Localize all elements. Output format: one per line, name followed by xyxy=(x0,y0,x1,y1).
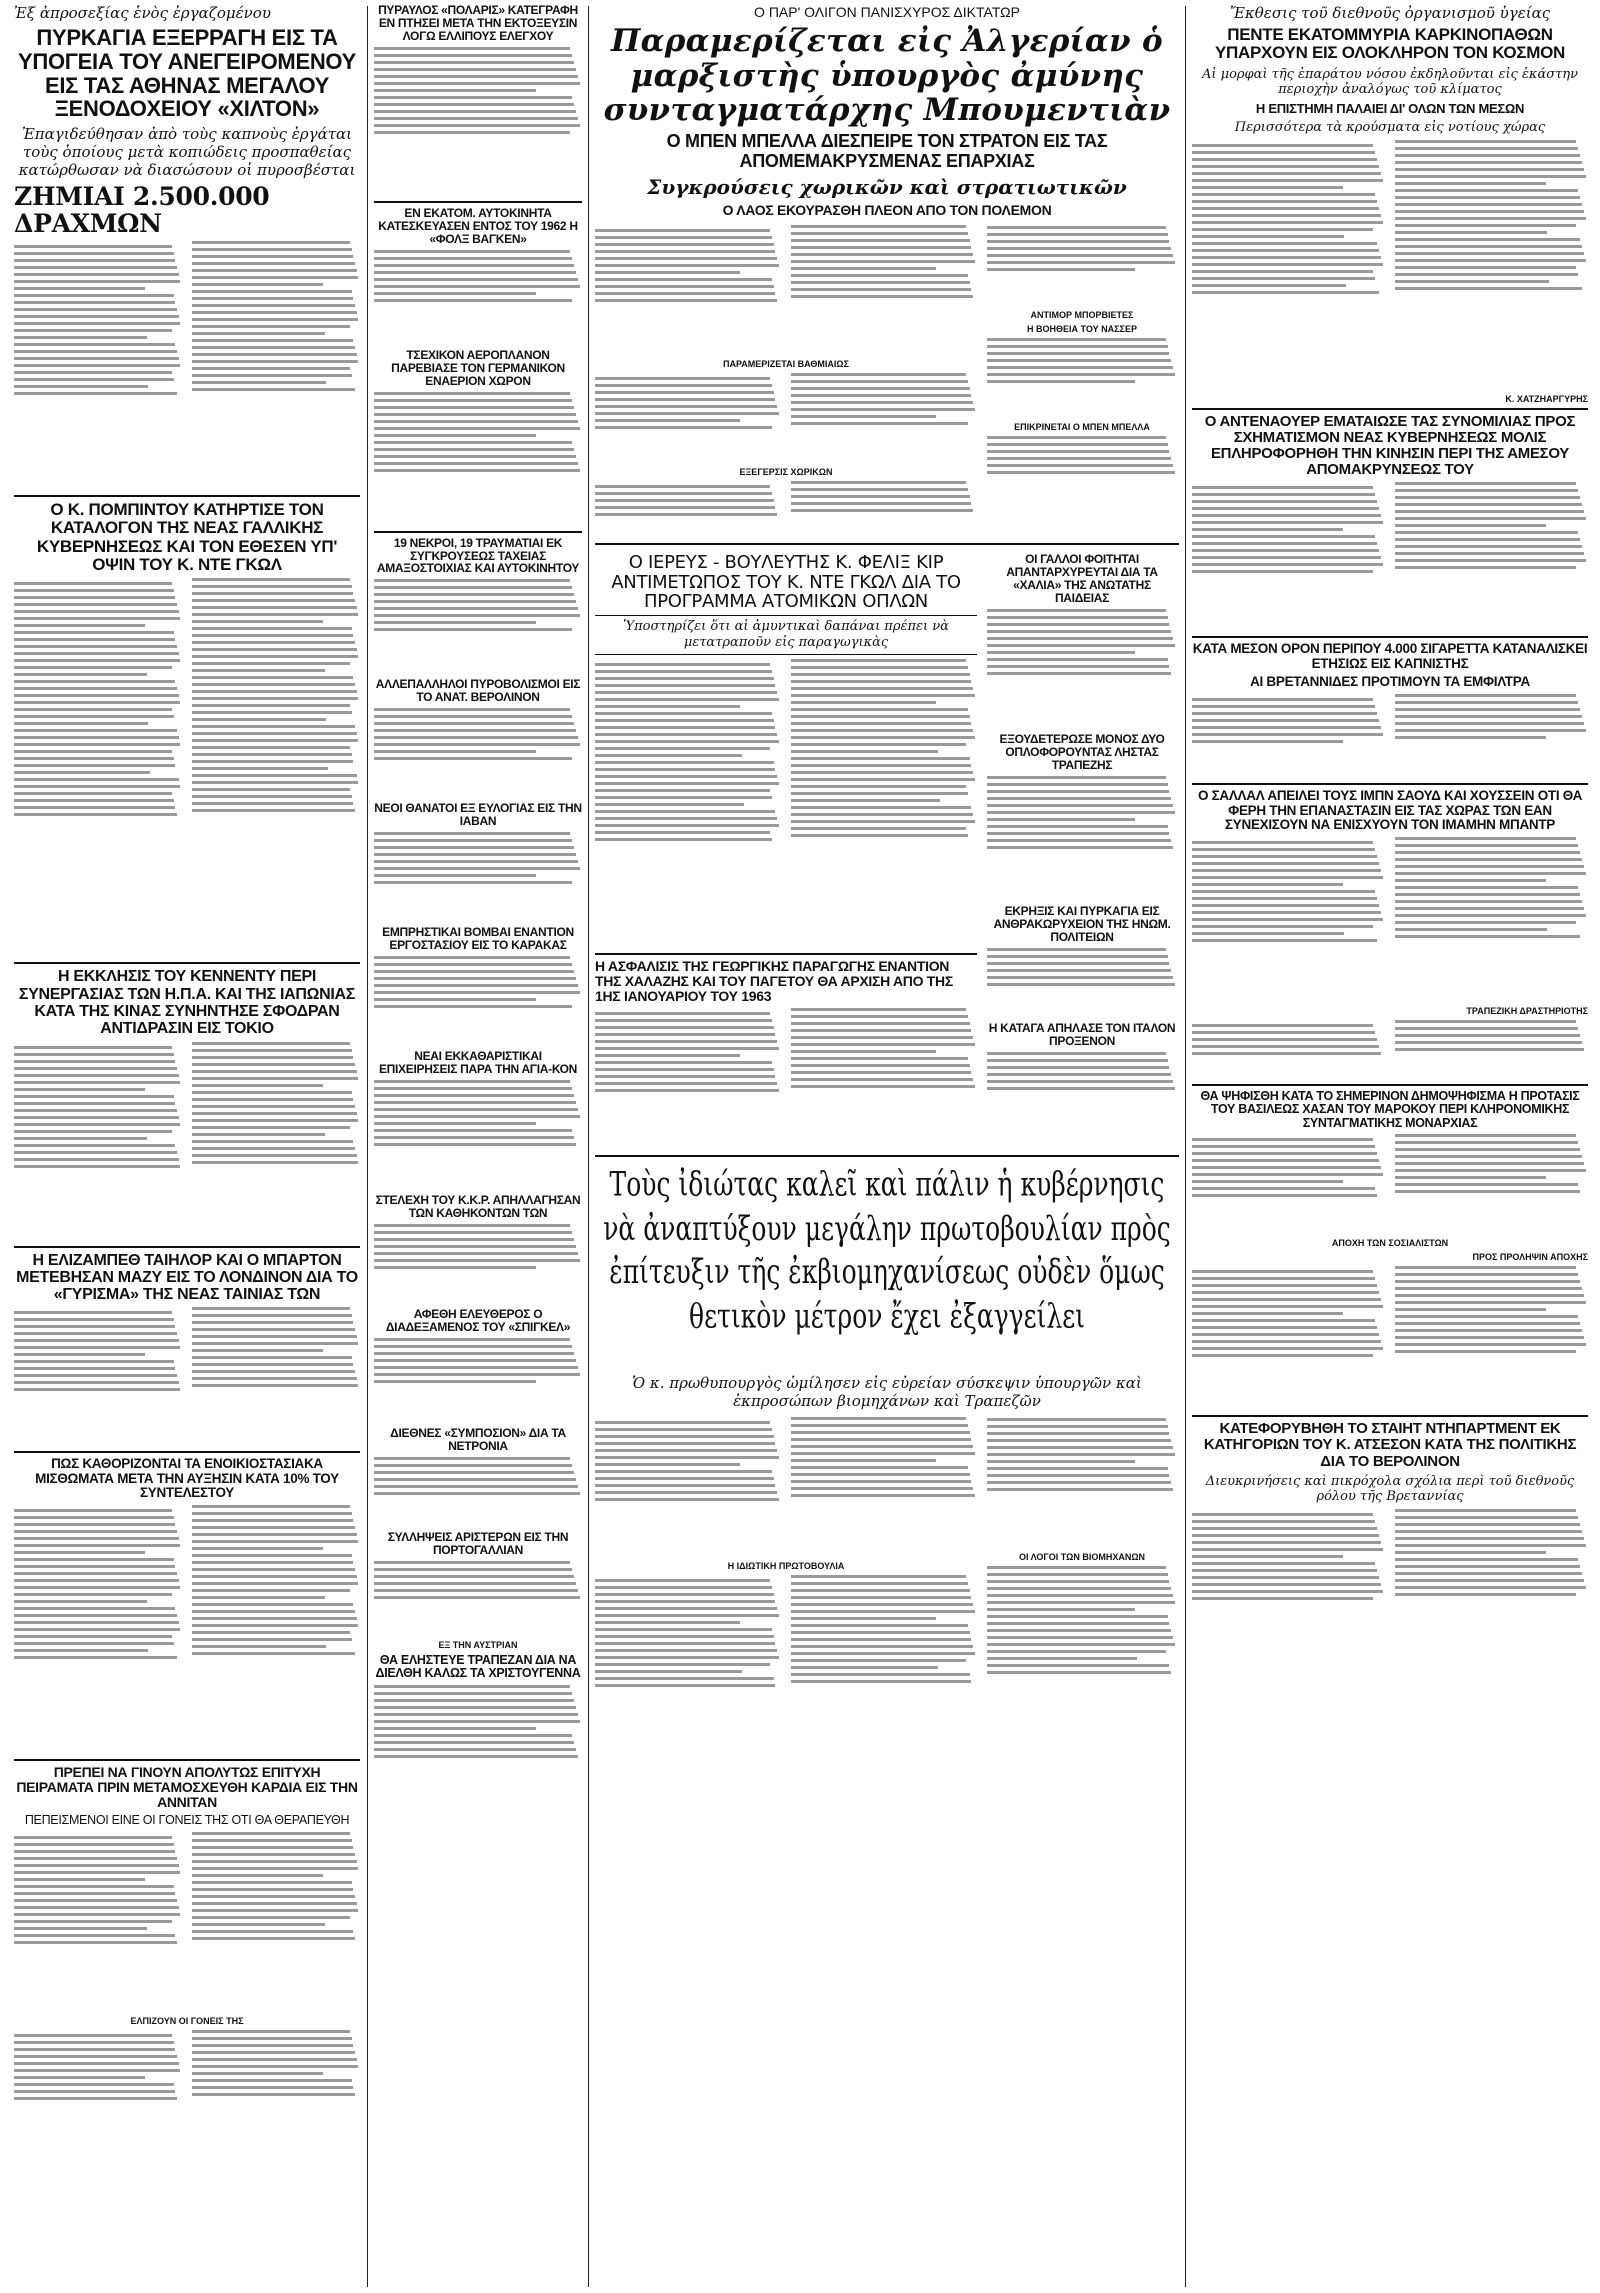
kkp-article-body xyxy=(374,1224,582,1304)
hilton-article-body xyxy=(14,241,360,491)
bank-robbers-article-body xyxy=(987,776,1177,901)
heart-subheadline: ΠΕΠΕΙΣΜΕΝΟΙ ΕΙΝΕ ΟΙ ΓΟΝΕΙΣ ΤΗΣ ΟΤΙ ΘΑ ΘΕΡΑΠΕΥΘΗ xyxy=(24,1813,350,1828)
lead-kicker: Ο ΠΑΡ' ΟΛΙΓΟΝ ΠΑΝΙΣΧΥΡΟΣ ΔΙΚΤΑΤΩΡ xyxy=(754,4,1020,20)
cancer-headline: ΠΕΝΤΕ ΕΚΑΤΟΜΜΥΡΙΑ ΚΑΡΚΙΝΟΠΑΘΩΝ ΥΠΑΡΧΟΥΝ ΕΙΣ ΟΛΟΚΛΗΡΟΝ ΤΟΝ ΚΟΣΜΟΝ xyxy=(1215,25,1565,63)
morocco-article-body-2 xyxy=(1192,1266,1588,1411)
cancer-kicker: Ἔκθεσις τοῦ διεθνοῦς ὀργανισμοῦ ὑγείας xyxy=(1229,4,1551,22)
berlin-headline: ΑΛΛΕΠΑΛΛΗΛΟΙ ΠΥΡΟΒΟΛΙΣΜΟΙ ΕΙΣ ΤΟ ΑΝΑΤ. ΒΕΡΟΛΙΝΟΝ xyxy=(375,677,581,705)
kir-headline: Ο ΙΕΡΕΥΣ - ΒΟΥΛΕΥΤΗΣ Κ. ΦΕΛΙΞ ΚΙΡ ΑΝΤΙΜΕΤΩΠΟΣ ΤΟΥ Κ. ΝΤΕ ΓΚΩΛ ΔΙΑ ΤΟ ΠΡΟΓΡΑΜΜΑ ΑΤΟΜΙΚΩΝ ΟΠΛΩΝ xyxy=(611,552,961,613)
purge-article-body xyxy=(374,1080,582,1190)
industry-subheadline: Ὁ κ. πρωθυπουργὸς ὡμίλησεν εἰς εὐρείαν σύσκεψιν ὑπουργῶν καὶ ἐκπροσώπων βιομηχάνων καὶ Τραπεζῶν xyxy=(632,1373,1142,1410)
column-rule-3 xyxy=(1185,6,1186,2287)
lead-right-body xyxy=(987,226,1177,306)
industry-headline: Τοὺς ἰδιώτας καλεῖ καὶ πάλιν ἡ κυβέρνησις νὰ ἀναπτύξουν μεγάλην πρωτοβουλίαν πρὸς ἐπίτευξιν τῆς ἐκβιομηχανίσεως οὐδὲν ὅμως θετικὸν μέτρον ἔχει ἐξαγγείλει xyxy=(603,1164,1171,1336)
peasants-stub: ΕΞΕΓΕΡΣΙΣ ΧΩΡΙΚΩΝ xyxy=(739,467,833,478)
initiative-stub: Η ΙΔΙΩΤΙΚΗ ΠΡΩΤΟΒΟΥΛΙΑ xyxy=(727,1560,845,1571)
cancer-subheadline: Αἱ μορφαὶ τῆς ἐπαράτου νόσου ἐκδηλοῦνται εἰς ἑκάστην περιοχὴν ἀναλόγως τοῦ κλίματος xyxy=(1202,66,1578,98)
pompidou-article-body xyxy=(14,578,360,958)
cigarette-subheadline: ΑΙ ΒΡΕΤΑΝΝΙΔΕΣ ΠΡΟΤΙΜΟΥΝ ΤΑ ΕΜΦΙΛΤΡΑ xyxy=(1250,674,1530,690)
smallpox-article-body xyxy=(374,832,582,922)
portugal-headline: ΣΥΛΛΗΨΕΙΣ ΑΡΙΣΤΕΡΩΝ ΕΙΣ ΤΗΝ ΠΟΡΤΟΓΑΛΛΙΑΝ xyxy=(387,1529,569,1557)
beetle-headline: ΕΝ ΕΚΑΤΟΜ. ΑΥΤΟΚΙΝΗΤΑ ΚΑΤΕΣΚΕΥΑΣΕΝ ΕΝΤΟΣ ΤΟΥ 1962 Η «ΦΟΛΞ ΒΑΓΚΕΝ» xyxy=(378,205,578,246)
hilton-kicker: Ἐξ ἀπροσεξίας ἑνὸς ἐργαζομένου xyxy=(14,4,271,22)
coal-mine-headline: ΕΚΡΗΞΙΣ ΚΑΙ ΠΥΡΚΑΓΙΑ ΕΙΣ ΑΝΘΡΑΚΩΡΥΧΕΙΟΝ ΤΗΣ ΗΝΩΜ. ΠΟΛΙΤΕΙΩΝ xyxy=(993,903,1171,944)
ranks-stub: ΠΑΡΑΜΕΡΙΖΕΤΑΙ ΒΑΘΜΙΑΙΩΣ xyxy=(722,359,850,370)
czech-plane-headline: ΤΣΕΧΙΚΟΝ ΑΕΡΟΠΛΑΝΟΝ ΠΑΡΕΒΙΑΣΕ ΤΟΝ ΓΕΡΜΑΝΙΚΟΝ ΕΝΑΕΡΙΟΝ ΧΩΡΟΝ xyxy=(391,347,565,388)
heart-article-body xyxy=(14,1832,360,2012)
hilton-headline: ΠΥΡΚΑΓΙΑ ΕΞΕΡΡΑΓΗ ΕΙΣ ΤΑ ΥΠΟΓΕΙΑ ΤΟΥ ΑΝΕΓΕΙΡΟΜΕΝΟΥ ΕΙΣ ΤΑΣ ΑΘΗΝΑΣ ΜΕΓΑΛΟΥ ΞΕΝΟΔΟΧΕΙΟΥ «ΧΙΛΤΟΝ» xyxy=(17,25,356,122)
polaris-article-body xyxy=(374,47,582,197)
benbella-stub: ΕΠΙΚΡΙΝΕΤΑΙ Ο ΜΠΕΝ ΜΠΕΛΛΑ xyxy=(1014,422,1150,433)
portugal-article-body xyxy=(374,1561,582,1636)
rent-article-body xyxy=(14,1505,360,1755)
lead-subheadline-army: Ο ΜΠΕΝ ΜΠΕΛΛΑ ΔΙΕΣΠΕΙΡΕ ΤΟΝ ΣΤΡΑΤΟΝ ΕΙΣ ΤΑΣ ΑΠΟΜΕΜΑΚΡΥΣΜΕΝΑΣ ΕΠΑΡΧΙΑΣ xyxy=(666,131,1108,171)
adenauer-headline: Ο ΑΝΤΕΝΑΟΥΕΡ ΕΜΑΤΑΙΩΣΕ ΤΑΣ ΣΥΝΟΜΙΛΙΑΣ ΠΡΟΣ ΣΧΗΜΑΤΙΣΜΟΝ ΝΕΑΣ ΚΥΒΕΡΝΗΣΕΩΣ ΜΟΛΙΣ ΕΠΛΗΡΟΦΟΡΗΘΗ ΤΗΝ ΚΙΝΗΣΙΝ ΠΕΡΙ ΤΗΣ ΑΜΕΣΟΥ ΑΠΟΜΑΚΡΥΝΣΕΩΣ ΤΟΥ xyxy=(1204,412,1576,479)
ranks-article-body xyxy=(595,373,977,463)
crash-article-body xyxy=(374,579,582,674)
kennedy-article-body xyxy=(14,1042,360,1242)
kir-subheadline: Ὑποστηρίζει ὅτι αἱ ἀμυντικαὶ δαπάναι πρέπει νὰ μετατραποῦν εἰς παραγωγικὰς xyxy=(595,615,977,654)
beetle-article-body xyxy=(374,250,582,345)
cigarette-article-body xyxy=(1192,694,1588,779)
czech-plane-article-body xyxy=(374,392,582,527)
students-headline: ΟΙ ΓΑΛΛΟΙ ΦΟΙΤΗΤΑΙ ΑΠΑΝΤΑΡΧΥΡΕΥΤΑΙ ΔΙΑ ΤΑ «ΧΑΛΙΑ» ΤΗΣ ΑΝΩΤΑΤΗΣ ΠΑΙΔΕΙΑΣ xyxy=(1006,552,1158,605)
lead-subheadline-clashes: Συγκρούσεις χωρικῶν καὶ στρατιωτικῶν xyxy=(647,175,1127,200)
austria-article-body xyxy=(374,1685,582,1815)
socialists-stub: ΑΠΟΧΗ ΤΩΝ ΣΟΣΙΑΛΙΣΤΩΝ xyxy=(1331,1238,1449,1249)
kir-article-body xyxy=(595,659,977,949)
spiegel-headline: ΑΦΕΘΗ ΕΛΕΥΘΕΡΟΣ Ο ΔΙΑΔΕΞΑΜΕΝΟΣ ΤΟΥ «ΣΠΙΓΚΕΛ» xyxy=(385,1306,571,1334)
cancer-subheadline-south: Περισσότερα τὰ κρούσματα εἰς νοτίους χώρας xyxy=(1234,119,1546,135)
sallal-headline: Ο ΣΑΛΛΑΛ ΑΠΕΙΛΕΙ ΤΟΥΣ ΙΜΠΝ ΣΑΟΥΔ ΚΑΙ ΧΟΥΣΣΕΙΝ ΟΤΙ ΘΑ ΦΕΡΗ ΤΗΝ ΕΠΑΝΑΣΤΑΣΙΝ ΕΙΣ ΤΑΣ ΧΩΡΑΣ ΤΩΝ ΕΑΝ ΣΥΝΕΧΙΣΟΥΝ ΝΑ ΕΝΙΣΧΥΟΥΝ ΤΟΝ ΙΜΑΜΗΝ ΜΠΑΝΤΡ xyxy=(1197,788,1583,833)
hilton-subheadline: Ἐπαγιδεύθησαν ἀπὸ τοὺς καπνοὺς ἐργάται τοὺς ὁποίους μετὰ κοπιώδεις προσπαθείας κατώρθωσαν νὰ διασώσουν οἱ πυροσβέσται xyxy=(18,125,356,179)
heart-headline: ΠΡΕΠΕΙ ΝΑ ΓΙΝΟΥΝ ΑΠΟΛΥΤΩΣ ΕΠΙΤΥΧΗ ΠΕΙΡΑΜΑΤΑ ΠΡΙΝ ΜΕΤΑΜΟΣΧΕΥΘΗ ΚΑΡΔΙΑ ΕΙΣ ΤΗΝ ΑΝΝΙΤΑΝ xyxy=(16,1764,358,1811)
polaris-headline: ΠΥΡΑΥΛΟΣ «ΠΟΛΑΡΙΣ» ΚΑΤΕΓΡΑΦΗ ΕΝ ΠΤΗΣΕΙ ΜΕΤΑ ΤΗΝ ΕΚΤΟΞΕΥΣΙΝ ΛΟΓΩ ΕΛΛΙΠΟΥΣ ΕΛΕΓΧΟΥ xyxy=(378,3,578,43)
column-rule-2 xyxy=(588,6,589,2287)
adenauer-article-body xyxy=(1192,482,1588,632)
hilton-damage: ΖΗΜΙΑΙ 2.500.000 ΔΡΑΧΜΩΝ xyxy=(14,182,270,238)
bombs-headline: ΕΜΠΡΗΣΤΙΚΑΙ ΒΟΜΒΑΙ ΕΝΑΝΤΙΟΝ ΕΡΓΟΣΤΑΣΙΟΥ ΕΙΣ ΤΟ ΚΑΡΑΚΑΣ xyxy=(382,925,574,953)
acheson-headline: ΚΑΤΕΦΟΡΥΒΗΘΗ ΤΟ ΣΤΑΙΗΤ ΝΤΗΠΑΡΤΜΕΝΤ ΕΚ ΚΑΤΗΓΟΡΙΩΝ ΤΟΥ Κ. ΑΤΣΕΣΟΝ ΚΑΤΑ ΤΗΣ ΠΟΛΙΤΙΚΗΣ ΔΙΑ ΤΟ ΒΕΡΟΛΙΝΟΝ xyxy=(1203,1420,1577,1470)
smallpox-headline: ΝΕΟΙ ΘΑΝΑΤΟΙ ΕΞ ΕΥΛΟΓΙΑΣ ΕΙΣ ΤΗΝ ΙΑΒΑΝ xyxy=(374,801,582,829)
kennedy-headline: Η ΕΚΚΛΗΣΙΣ ΤΟΥ ΚΕΝΝΕΝΤΥ ΠΕΡΙ ΣΥΝΕΡΓΑΣΙΑΣ ΤΩΝ Η.Π.Α. ΚΑΙ ΤΗΣ ΙΑΠΩΝΙΑΣ ΚΑΤΑ ΤΗΣ ΚΙΝΑΣ ΣΥΝΗΝΤΗΣΕ ΣΦΟΔΡΑΝ ΑΝΤΙΔΡΑΣΙΝ ΕΙΣ ΤΟΚΙΟ xyxy=(18,968,356,1038)
rent-headline: ΠΩΣ ΚΑΘΟΡΙΖΟΝΤΑΙ ΤΑ ΕΝΟΙΚΙΟΣΤΑΣΙΑΚΑ ΜΙΣΘΩΜΑΤΑ ΜΕΤΑ ΤΗΝ ΑΥΞΗΣΙΝ ΚΑΤΑ 10% ΤΟΥ ΣΥΝΤΕΛΕΣΤΟΥ xyxy=(35,1456,339,1501)
column-2 xyxy=(374,0,582,2293)
italian-consul-article-body xyxy=(987,1052,1177,1122)
abstention-stub: ΠΡΟΣ ΠΡΟΛΗΨΙΝ ΑΠΟΧΗΣ xyxy=(1472,1252,1588,1263)
purge-headline: ΝΕΑΙ ΕΚΚΑΘΑΡΙΣΤΙΚΑΙ ΕΠΙΧΕΙΡΗΣΕΙΣ ΠΑΡΑ ΤΗΝ ΑΓΙΑ-ΚΟΝ xyxy=(378,1049,578,1077)
sallal-article-body xyxy=(1192,837,1588,1002)
cancer-subheadline-science: Η ΕΠΙΣΤΗΜΗ ΠΑΛΑΙΕΙ ΔΙ' ΟΛΩΝ ΤΩΝ ΜΕΣΩΝ xyxy=(1255,100,1525,116)
students-article-body xyxy=(987,609,1177,729)
initiative-article-body xyxy=(595,1575,977,1755)
bank-robbers-headline: ΕΞΟΥΔΕΤΕΡΩΣΕ ΜΟΝΟΣ ΔΥΟ ΟΠΛΟΦΟΡΟΥΝΤΑΣ ΛΗΣΤΑΣ ΤΡΑΠΕΖΗΣ xyxy=(999,731,1165,772)
cigarette-headline: ΚΑΤΑ ΜΕΣΟΝ ΟΡΟΝ ΠΕΡΙΠΟΥ 4.000 ΣΙΓΑΡΕΤΤΑ ΚΑΤΑΝΑΛΙΣΚΕΙ ΕΤΗΣΙΩΣ ΕΙΣ ΚΑΠΝΙΣΤΗΣ xyxy=(1192,641,1588,671)
nasser-article-body xyxy=(987,338,1177,418)
business-article-body xyxy=(987,1566,1177,1746)
business-stub: ΟΙ ΛΟΓΟΙ ΤΩΝ ΒΙΟΜΗΧΑΝΩΝ xyxy=(1018,1551,1146,1562)
peasants-article-body xyxy=(595,481,977,536)
column-4 xyxy=(1192,0,1588,2293)
morocco-headline: ΘΑ ΨΗΦΙΣΘΗ ΚΑΤΑ ΤΟ ΣΗΜΕΡΙΝΟΝ ΔΗΜΟΨΗΦΙΣΜΑ Η ΠΡΟΤΑΣΙΣ ΤΟΥ ΒΑΣΙΛΕΩΣ ΧΑΣΑΝ ΤΟΥ ΜΑΡΟΚΟΥ ΠΕΡΙ ΚΛΗΡΟΝΟΜΙΚΗΣ ΣΥΝΤΑΓΜΑΤΙΚΗΣ ΜΟΝΑΡΧΙΑΣ xyxy=(1200,1088,1580,1130)
italian-consul-headline: Η ΚΑΤΑΓΑ ΑΠΗΛΑΣΕ ΤΟΝ ΙΤΑΛΟΝ ΠΡΟΞΕΝΟΝ xyxy=(988,1020,1176,1048)
lead-headline: Παραμερίζεται εἰς Ἀλγερίαν ὁ μαρξιστὴς ὑπουργὸς ἀμύνης συνταγματάρχης Μπουμεντιὰν xyxy=(603,23,1171,129)
cancer-author: Κ. ΧΑΤΖΗΑΡΓΥΡΗΣ xyxy=(1505,393,1588,404)
symposion-headline: ΔΙΕΘΝΕΣ «ΣΥΜΠΟΣΙΟΝ» ΔΙΑ ΤΑ ΝΕΤΡΟΝΙΑ xyxy=(390,1425,566,1453)
crash-headline: 19 ΝΕΚΡΟΙ, 19 ΤΡΑΥΜΑΤΙΑΙ ΕΚ ΣΥΓΚΡΟΥΣΕΩΣ ΤΑΧΕΙΑΣ ΑΜΑΞΟΣΤΟΙΧΙΑΣ ΚΑΙ ΑΥΤΟΚΙΝΗΤΟΥ xyxy=(376,535,580,576)
bank-stub: ΤΡΑΠΕΖΙΚΗ ΔΡΑΣΤΗΡΙΟΤΗΣ xyxy=(1466,1005,1588,1016)
symposion-article-body xyxy=(374,1457,582,1527)
taylor-headline: Η ΕΛΙΖΑΜΠΕΘ ΤΑΙΗΛΟΡ ΚΑΙ Ο ΜΠΑΡΤΟΝ ΜΕΤΕΒΗΣΑΝ ΜΑΖΥ ΕΙΣ ΤΟ ΛΟΝΔΙΝΟΝ ΔΙΑ ΤΟ «ΓΥΡΙΣΜΑ» ΤΗΣ ΝΕΑΣ ΤΑΙΝΙΑΣ ΤΩΝ xyxy=(16,1251,358,1304)
acheson-article-body xyxy=(1192,1509,1588,1659)
kkp-headline: ΣΤΕΛΕΧΗ ΤΟΥ Κ.Κ.Ρ. ΑΠΗΛΛΑΓΗΣΑΝ ΤΩΝ ΚΑΘΗΚΟΝΤΩΝ ΤΩΝ xyxy=(375,1193,581,1221)
cancer-article-body xyxy=(1192,140,1588,390)
lead-subheadline-people: Ο ΛΑΟΣ ΕΚΟΥΡΑΣΘΗ ΠΛΕΟΝ ΑΠΟ ΤΟΝ ΠΟΛΕΜΟΝ xyxy=(722,202,1052,219)
nasser-stub: Η ΒΟΗΘΕΙΑ ΤΟΥ ΝΑΣΣΕΡ xyxy=(1027,324,1137,335)
bombs-article-body xyxy=(374,956,582,1046)
insurance-headline: Η ΑΣΦΑΛΙΣΙΣ ΤΗΣ ΓΕΩΡΓΙΚΗΣ ΠΑΡΑΓΩΓΗΣ ΕΝΑΝΤΙΟΝ ΤΗΣ ΧΑΛΑΖΗΣ ΚΑΙ ΤΟΥ ΠΑΓΕΤΟΥ ΘΑ ΑΡΧΙΣΗ ΑΠΟ ΤΗΣ 1ΗΣ ΙΑΝΟΥΑΡΙΟΥ ΤΟΥ 1963 xyxy=(595,957,953,1004)
column-3 xyxy=(595,0,1179,2293)
lead-article-body xyxy=(595,225,977,355)
morocco-article-body xyxy=(1192,1134,1588,1234)
taylor-article-body xyxy=(14,1307,360,1447)
berlin-article-body xyxy=(374,708,582,798)
austria-stub: ΕΞ ΤΗΝ ΑΥΣΤΡΙΑΝ xyxy=(438,1639,518,1650)
bank-article-body xyxy=(1192,1020,1588,1080)
acheson-subheadline: Διευκρινήσεις καὶ πικρόχολα σχόλια περὶ τοῦ διεθνοῦς ρόλου τῆς Βρεταννίας xyxy=(1205,1473,1575,1505)
insurance-article-body xyxy=(595,1008,977,1148)
column-rule-1 xyxy=(367,6,368,2287)
parents-article-body xyxy=(14,2030,360,2140)
spiegel-article-body xyxy=(374,1338,582,1423)
pompidou-headline: Ο Κ. ΠΟΜΠΙΝΤΟΥ ΚΑΤΗΡΤΙΣΕ ΤΟΝ ΚΑΤΑΛΟΓΟΝ ΤΗΣ ΝΕΑΣ ΓΑΛΛΙΚΗΣ ΚΥΒΕΡΝΗΣΕΩΣ ΚΑΙ ΤΟΝ ΕΘΕΣΕΝ ΥΠ' ΟΨΙΝ ΤΟΥ Κ. ΝΤΕ ΓΚΩΛ xyxy=(36,500,338,575)
column-1 xyxy=(14,0,360,2293)
rebuild-stub: ΑΝΤΙΜΟΡ ΜΠΟΡΒΙΕΤΕΣ xyxy=(1030,310,1134,321)
coal-mine-article-body xyxy=(987,948,1177,1018)
austria-headline: ΘΑ ΕΛΗΣΤΕΥΕ ΤΡΑΠΕΖΑΝ ΔΙΑ ΝΑ ΔΙΕΛΘΗ ΚΑΛΩΣ ΤΑ ΧΡΙΣΤΟΥΓΕΝΝΑ xyxy=(375,1652,581,1681)
parents-stub: ΕΛΠΙΖΟΥΝ ΟΙ ΓΟΝΕΙΣ ΤΗΣ xyxy=(130,2015,244,2026)
benbella-article-body xyxy=(987,436,1177,511)
